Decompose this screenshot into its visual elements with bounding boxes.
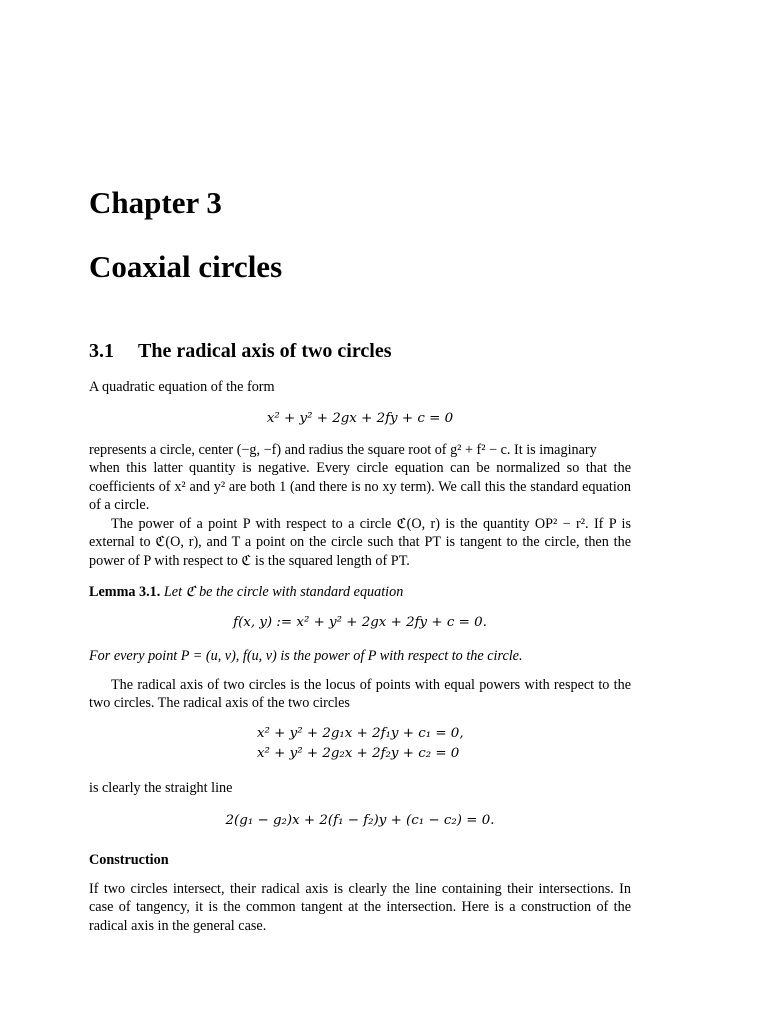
lemma-equation: f(x, y) := x² + y² + 2gx + 2fy + c = 0. <box>233 615 487 630</box>
paragraph-continuation: when this latter quantity is negative. Every circle equation can be normalized so that the coefficients of x² and y² are both 1 (and there is no xy term). We call this the standard equation of a circle. <box>89 460 631 514</box>
circle-equation-2: x² + y² + 2g₂x + 2f₂y + c₂ = 0 <box>257 746 460 761</box>
construction-heading: Construction <box>89 852 169 868</box>
circle-equation: x² + y² + 2gx + 2fy + c = 0 <box>266 411 454 426</box>
lemma-label: Lemma 3.1. <box>89 584 161 600</box>
paragraph-circle-definition <box>89 441 631 515</box>
paragraph-power-of-point: The power of a point P with respect to a circle ℭ(O, r) is the quantity OP² − r². If P is external to ℭ(O, r), and T a point on the circle such that PT is tangent to the circle, then the power of P with respect to ℭ is the squared length of PT. <box>89 516 631 569</box>
radical-axis-equation: 2(g₁ − g₂)x + 2(f₁ − f₂)y + (c₁ − c₂) = 0. <box>225 813 495 828</box>
paragraph-first-line: represents a circle, center (−g, −f) and radius the square root of g² + f² − c. It is imaginary <box>89 442 597 458</box>
paragraph-construction: If two circles intersect, their radical axis is clearly the line containing their intersections. In case of tangency, it is the common tangent at the intersection. Here is a construction of the radical axis in the general case. <box>89 881 631 934</box>
chapter-title: Coaxial circles <box>89 249 283 284</box>
lemma-conclusion: For every point P = (u, v), f(u, v) is the power of P with respect to the circle. <box>89 648 523 664</box>
chapter-label: Chapter 3 <box>89 185 222 220</box>
page <box>89 0 631 1024</box>
two-circle-equations <box>257 724 477 764</box>
lemma-heading <box>89 583 631 601</box>
lemma-statement: Let ℭ be the circle with standard equation <box>163 584 404 600</box>
section-number: 3.1 <box>89 340 114 362</box>
section-heading <box>89 339 391 363</box>
paragraph-radical-axis: The radical axis of two circles is the locus of points with equal powers with respect to the two circles. The radical axis of the two circles <box>89 677 631 712</box>
clearly-line: is clearly the straight line <box>89 780 233 796</box>
circle-equation-1: x² + y² + 2g₁x + 2f₁y + c₁ = 0, <box>257 726 464 741</box>
section-title: The radical axis of two circles <box>138 340 392 362</box>
intro-paragraph: A quadratic equation of the form <box>89 379 275 395</box>
